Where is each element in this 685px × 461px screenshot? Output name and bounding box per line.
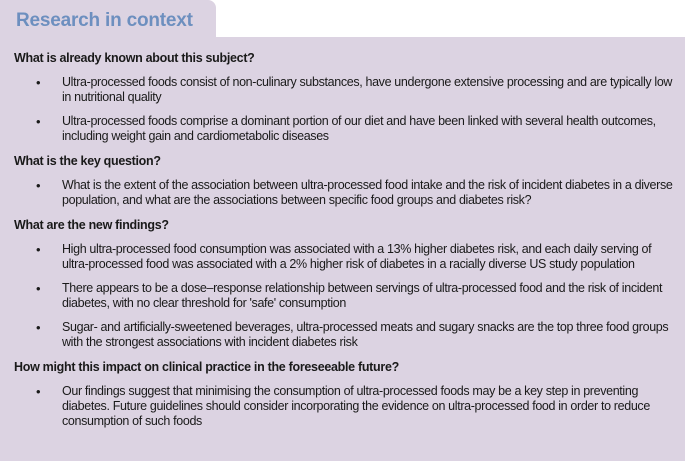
- section-clinical-impact: [14, 359, 679, 429]
- bullet-list: [14, 178, 679, 208]
- list-item: • There appears to be a dose–response relationship between servings of ultra-processed food and the risk of incident diabetes, with no clear threshold for 'safe' consumption: [14, 281, 679, 311]
- list-item: • Ultra-processed foods consist of non-culinary substances, have undergone extensive processing and are typically low in nutritional quality: [14, 75, 679, 105]
- section-heading: What is the key question?: [14, 154, 161, 168]
- list-item: • What is the extent of the association between ultra-processed food intake and the risk of incident diabetes in a diverse population, and what are the associations between specific food groups and diabetes risk?: [14, 178, 679, 208]
- section-key-question: [14, 153, 679, 208]
- list-item: • Sugar- and artificially-sweetened beverages, ultra-processed meats and sugary snacks are the top three food groups with the strongest associations with incident diabetes risk: [14, 320, 679, 350]
- bullet-list: [14, 75, 679, 144]
- title-tab: [0, 0, 216, 40]
- content: [14, 50, 679, 438]
- section-known: [14, 50, 679, 144]
- list-item: • Our findings suggest that minimising the consumption of ultra-processed foods may be a key step in preventing diabetes. Future guidelines should consider incorporating the evidence on ultra-processed food in order to reduce consumption of such foods: [14, 384, 679, 429]
- bullet-list: [14, 242, 679, 350]
- section-heading: What are the new findings?: [14, 218, 169, 232]
- box-title: Research in context: [16, 10, 193, 31]
- bullet-list: [14, 384, 679, 429]
- section-heading: What is already known about this subject?: [14, 51, 255, 65]
- list-item: • High ultra-processed food consumption was associated with a 13% higher diabetes risk, and each daily serving of ultra-processed food was associated with a 2% higher risk of diabetes in a racially diverse US study population: [14, 242, 679, 272]
- section-heading: How might this impact on clinical practice in the foreseeable future?: [14, 360, 399, 374]
- list-item: • Ultra-processed foods comprise a dominant portion of our diet and have been linked with several health outcomes, including weight gain and cardiometabolic diseases: [14, 114, 679, 144]
- section-new-findings: [14, 217, 679, 350]
